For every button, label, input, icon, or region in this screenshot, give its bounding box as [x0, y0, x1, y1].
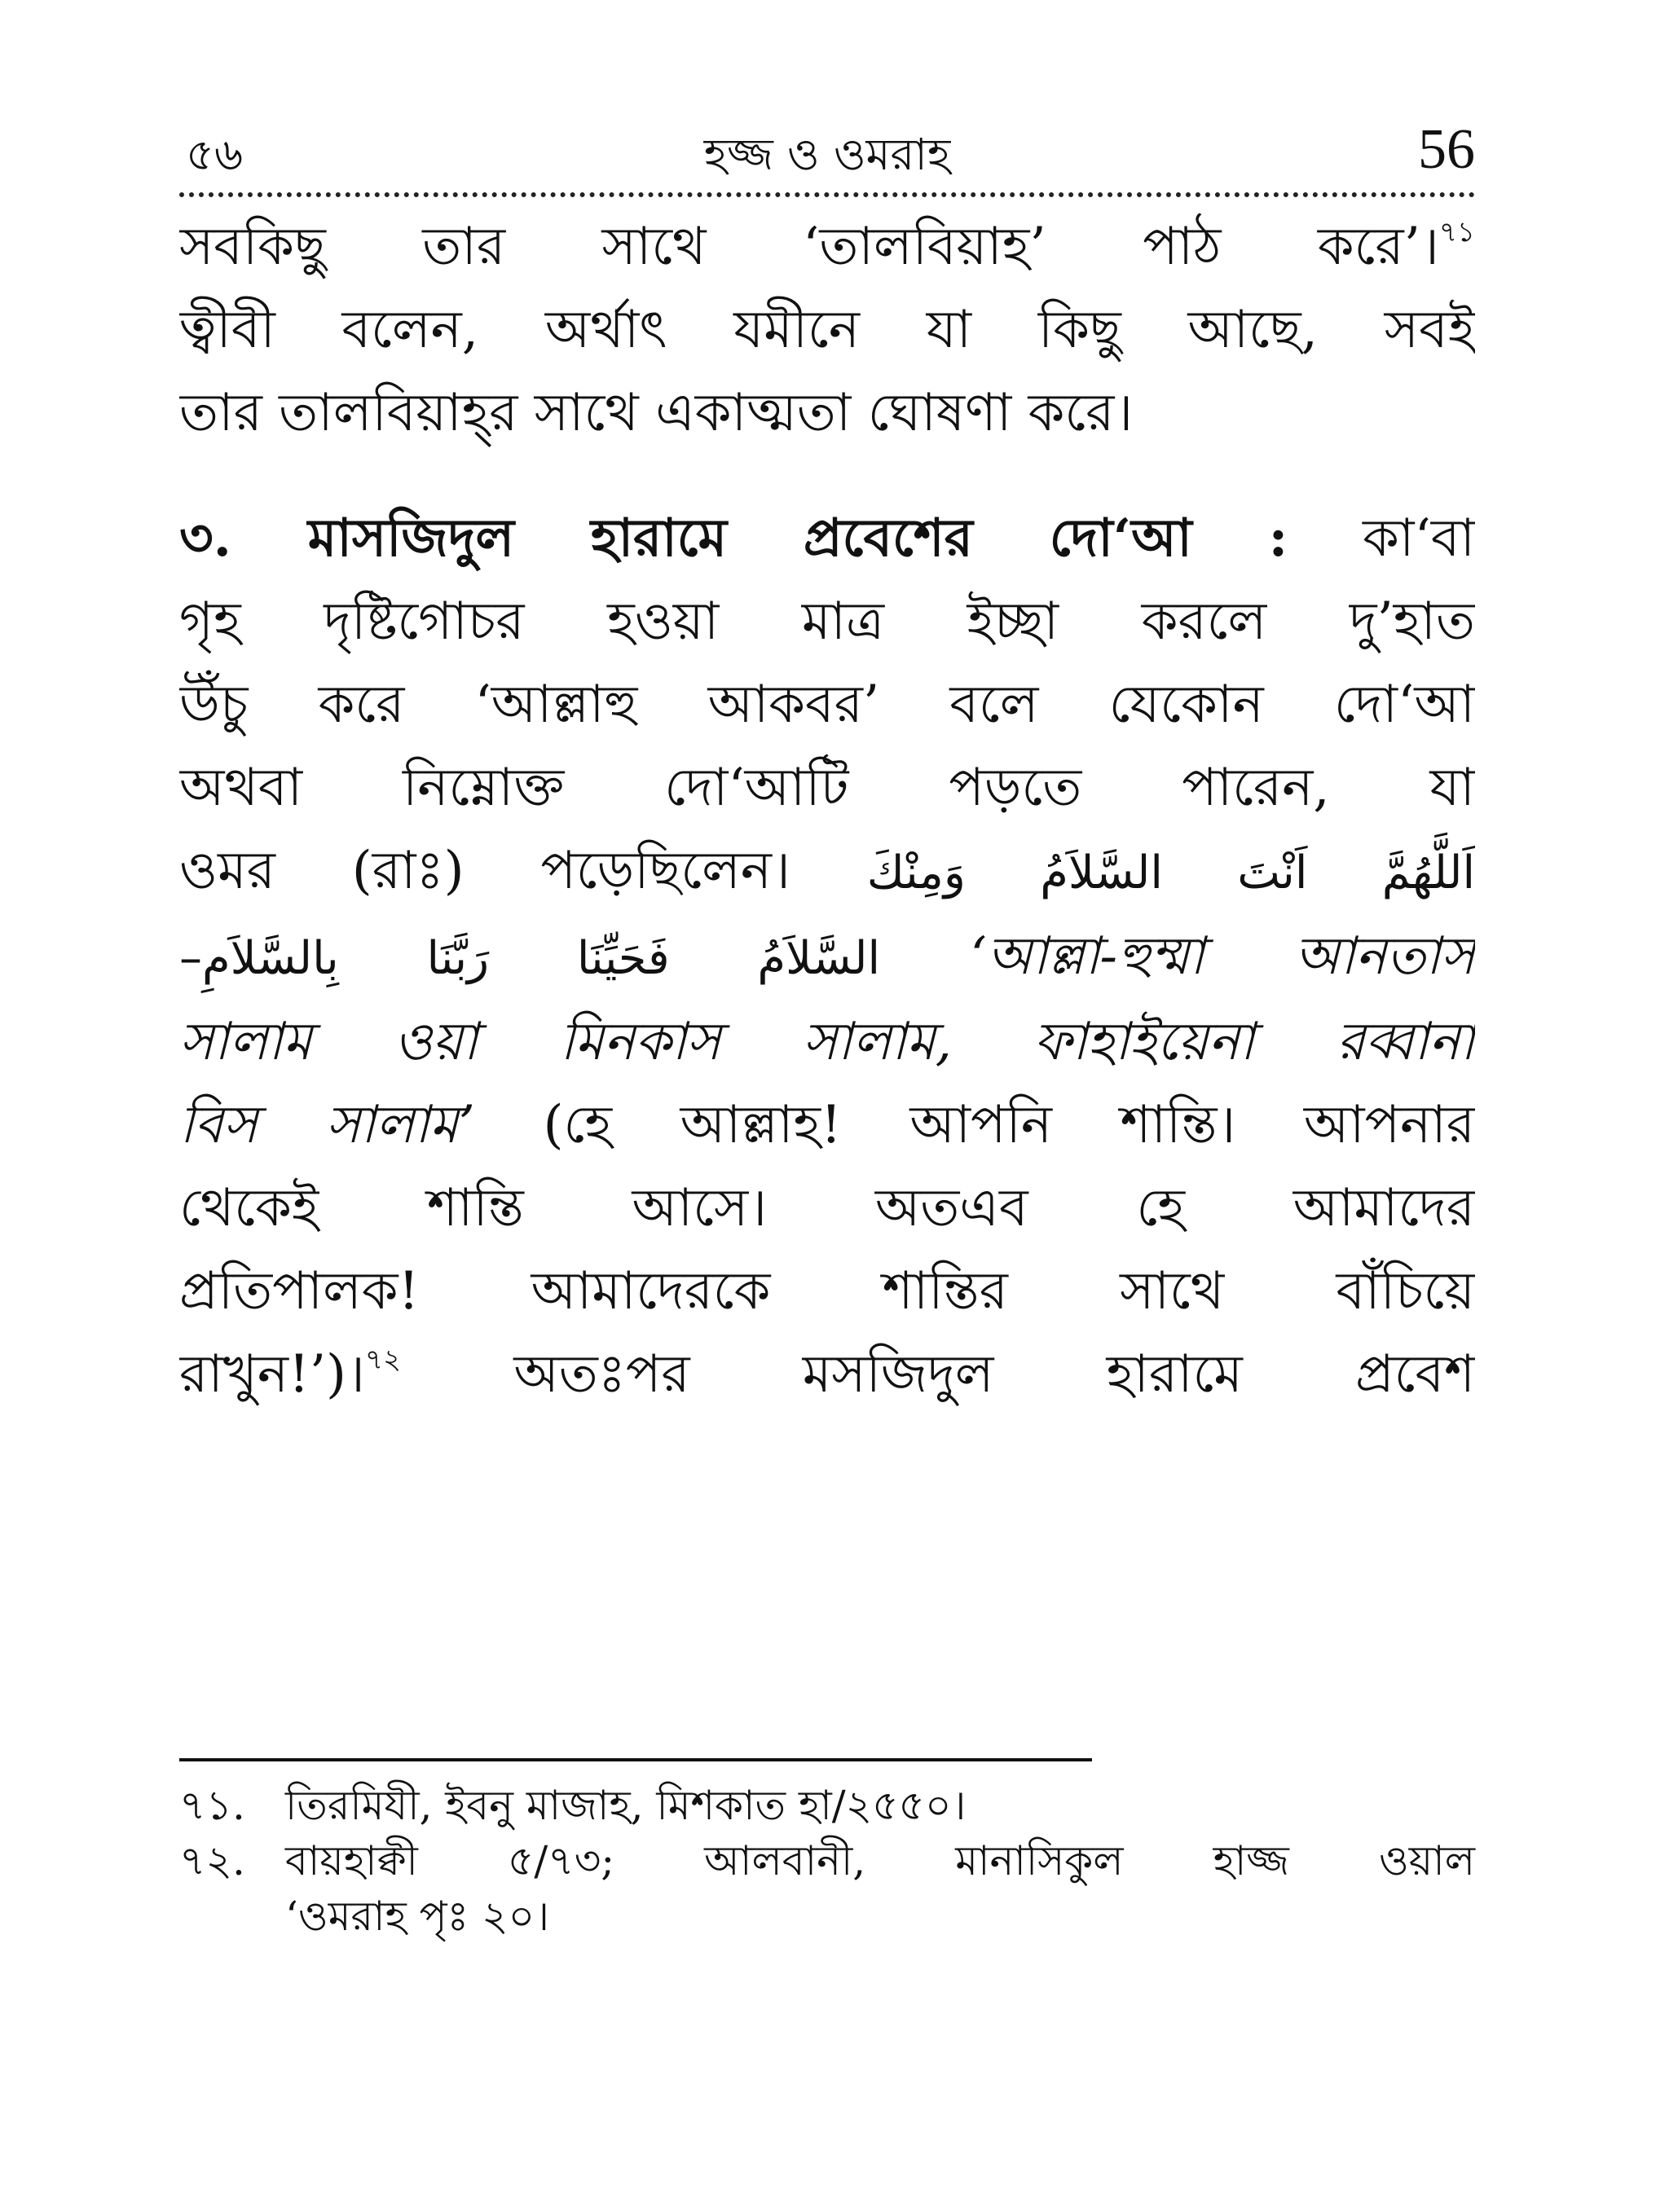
- text-line: [179, 205, 1475, 288]
- footnote-divider: [179, 1758, 1092, 1761]
- text-line: প্রতিপালক! আমাদেরকে শান্তির সাথে বাঁচিয়ে: [179, 1261, 1475, 1321]
- arabic-text: اَللَّهُمَّ اَنْتَ السَّلاَمُ وَمِنْكَ: [866, 847, 1475, 899]
- text-line: [179, 829, 1475, 915]
- footnotes: [179, 1778, 1475, 1944]
- text-line: [179, 1084, 1475, 1167]
- page-number-latin: 56: [1418, 118, 1475, 181]
- transliteration: ‘আল্লা-হুম্মা আনতাস: [970, 926, 1475, 987]
- arabic-text: السَّلاَمُ فَحَيِّنَا رَبَّنَا بِالسَّلاَمِ–: [179, 932, 881, 985]
- text-line: অথবা নিম্নোক্ত দো‘আটি পড়তে পারেন, যা: [179, 758, 1475, 818]
- text-span: অতঃপর মসজিদুল হারামে প্রবেশ: [513, 1344, 1475, 1405]
- page-number-bengali: ৫৬: [186, 129, 244, 180]
- text-line: তার তালবিয়াহ্‌র সাথে একাত্মতা ঘোষণা করে।: [179, 383, 1134, 443]
- text-line: [179, 1333, 1475, 1416]
- footnote-number: ৭২.: [179, 1837, 245, 1884]
- header-divider: [179, 192, 1475, 197]
- page: [179, 118, 1475, 1416]
- footnote-number: ৭১.: [179, 1782, 245, 1829]
- text-span: ওমর (রাঃ) পড়েছিলেন।: [179, 841, 790, 901]
- text-line: [179, 915, 1475, 1000]
- text-line: থেকেই শান্তি আসে। অতএব হে আমাদের: [179, 1178, 1475, 1238]
- text-line: উঁচু করে ‘আল্লাহু আকবর’ বলে যেকোন দো‘আ: [179, 675, 1475, 735]
- transliteration: বিস সালাম’: [179, 1095, 475, 1155]
- text-line: [179, 497, 1475, 580]
- footnote-continuation: ‘ওমরাহ পৃঃ ২০।: [285, 1893, 550, 1940]
- footnote-text: তিরমিযী, ইবনু মাজাহ, মিশকাত হা/২৫৫০।: [285, 1782, 967, 1829]
- footnote-ref: ৭২: [364, 1343, 402, 1376]
- footnote-item: [179, 1778, 1475, 1833]
- running-header: [179, 118, 1475, 187]
- footnote-text: বায়হাক্বী ৫/৭৩; আলবানী, মানাসিকুল হাজ্জ ওয়াল: [285, 1837, 1475, 1884]
- section-heading: ৩. মাসজিদুল হারামে প্রবেশের দো‘আ :: [179, 508, 1288, 569]
- text-span: সবকিছু তার সাথে ‘তালবিয়াহ’ পাঠ করে’।: [179, 217, 1439, 277]
- main-text: [179, 205, 1475, 1416]
- text-line: ত্বীবী বলেন, অর্থাৎ যমীনে যা কিছু আছে, সবই: [179, 300, 1475, 360]
- text-span: রাখুন!’)।: [179, 1344, 365, 1405]
- text-span: (হে আল্লাহ! আপনি শান্তি। আপনার: [543, 1095, 1475, 1155]
- paragraph-gap: [179, 455, 1475, 497]
- footnote-ref: ৭১: [1438, 216, 1475, 248]
- text-line: গৃহ দৃষ্টিগোচর হওয়া মাত্র ইচ্ছা করলে দু’হাত: [179, 591, 1475, 652]
- footnote-item: [179, 1833, 1475, 1889]
- text-span: কা‘বা: [1363, 508, 1475, 569]
- transliteration-line: সালাম ওয়া মিনকাস সালাম, ফাহাইয়েনা রব্বানা: [179, 1012, 1475, 1072]
- book-title: হজ্জ ও ওমরাহ: [703, 129, 951, 180]
